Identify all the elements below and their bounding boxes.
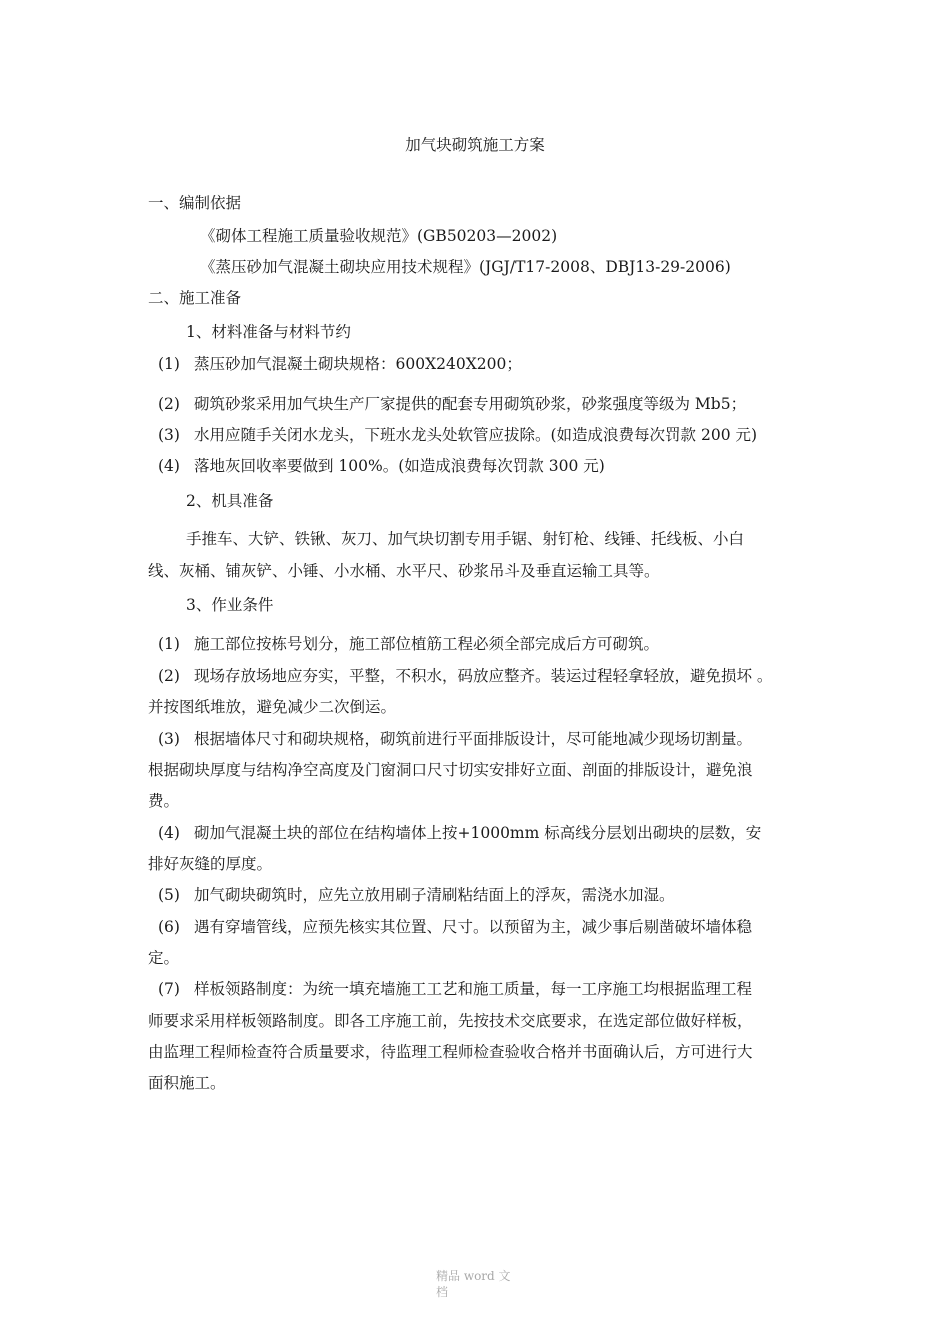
list-item [158,884,675,906]
list-item [158,822,761,844]
list-number: (3) [158,426,180,444]
list-text: 样板领路制度：为统一填充墙施工工艺和施工质量，每一工序施工均根据监理工程 [194,980,753,998]
list-number: (1) [158,635,180,653]
list-text: 蒸压砂加气混凝土砌块规格：600X240X200； [194,355,522,373]
section-heading: 一、编制依据 [148,194,242,212]
paragraph-line: 根据砌块厚度与结构净空高度及门窗洞口尺寸切实安排好立面、剖面的排版设计，避免浪 [148,761,753,779]
subsection-heading: 1、材料准备与材料节约 [186,323,351,341]
list-number: (7) [158,980,180,998]
list-item [158,978,752,1000]
list-text: 加气砌块砌筑时，应先立放用刷子清刷粘结面上的浮灰，需浇水加湿。 [194,886,675,904]
paragraph-line: 线、灰桶、铺灰铲、小锤、小水桶、水平尺、砂浆吊斗及垂直运输工具等。 [148,562,660,580]
list-number: (4) [158,457,180,475]
paragraph-line: 费。 [148,792,180,810]
paragraph-line: 面积施工。 [148,1074,226,1092]
list-text: 水用应随手关闭水龙头，下班水龙头处软管应拔除。(如造成浪费每次罚款 200 元) [194,426,758,444]
list-text: 砌筑砂浆采用加气块生产厂家提供的配套专用砌筑砂浆，砂浆强度等级为 Mb5； [194,395,747,413]
list-number: (4) [158,824,180,842]
reference-item: 《砌体工程施工质量验收规范》(GB50203—2002) [200,227,558,245]
list-text: 落地灰回收率要做到 100%。(如造成浪费每次罚款 300 元) [194,457,605,475]
list-item [158,665,772,687]
section-heading: 二、施工准备 [148,289,242,307]
list-item [158,916,752,938]
paragraph-line: 师要求采用样板领路制度。即各工序施工前，先按技术交底要求，在选定部位做好样板， [148,1012,753,1030]
paragraph-line: 手推车、大铲、铁锹、灰刀、加气块切割专用手锯、射钉枪、线锤、托线板、小白 [186,530,745,548]
list-item [158,728,752,750]
list-number: (3) [158,730,180,748]
list-item [158,633,659,655]
list-item [158,455,605,477]
list-text: 现场存放场地应夯实，平整，不积水，码放应整齐。装运过程轻拿轻放，避免损坏 。 [194,667,773,685]
list-item [158,424,757,446]
list-number: (2) [158,667,180,685]
reference-item: 《蒸压砂加气混凝土砌块应用技术规程》(JGJ/T17-2008、DBJ13-29-2006) [200,258,731,276]
list-text: 遇有穿墙管线，应预先核实其位置、尺寸。以预留为主，减少事后剔凿破坏墙体稳 [194,918,753,936]
watermark-footer: 精品 word 文档 [436,1269,511,1299]
list-item [158,353,522,375]
paragraph-line: 由监理工程师检查符合质量要求，待监理工程师检查验收合格并书面确认后，方可进行大 [148,1043,753,1061]
list-text: 施工部位按栋号划分，施工部位植筋工程必须全部完成后方可砌筑。 [194,635,660,653]
list-number: (2) [158,395,180,413]
list-number: (5) [158,886,180,904]
list-text: 砌加气混凝土块的部位在结构墙体上按+1000mm 标高线分层划出砌块的层数，安 [194,824,762,842]
paragraph-line: 并按图纸堆放，避免减少二次倒运。 [148,698,397,716]
subsection-heading: 3、作业条件 [186,596,274,614]
list-item [158,393,746,415]
paragraph-line: 排好灰缝的厚度。 [148,855,273,873]
subsection-heading: 2、机具准备 [186,492,274,510]
list-number: (1) [158,355,180,373]
paragraph-line: 定。 [148,949,180,967]
list-number: (6) [158,918,180,936]
document-title: 加气块砌筑施工方案 [405,136,545,154]
list-text: 根据墙体尺寸和砌块规格，砌筑前进行平面排版设计，尽可能地减少现场切割量。 [194,730,753,748]
